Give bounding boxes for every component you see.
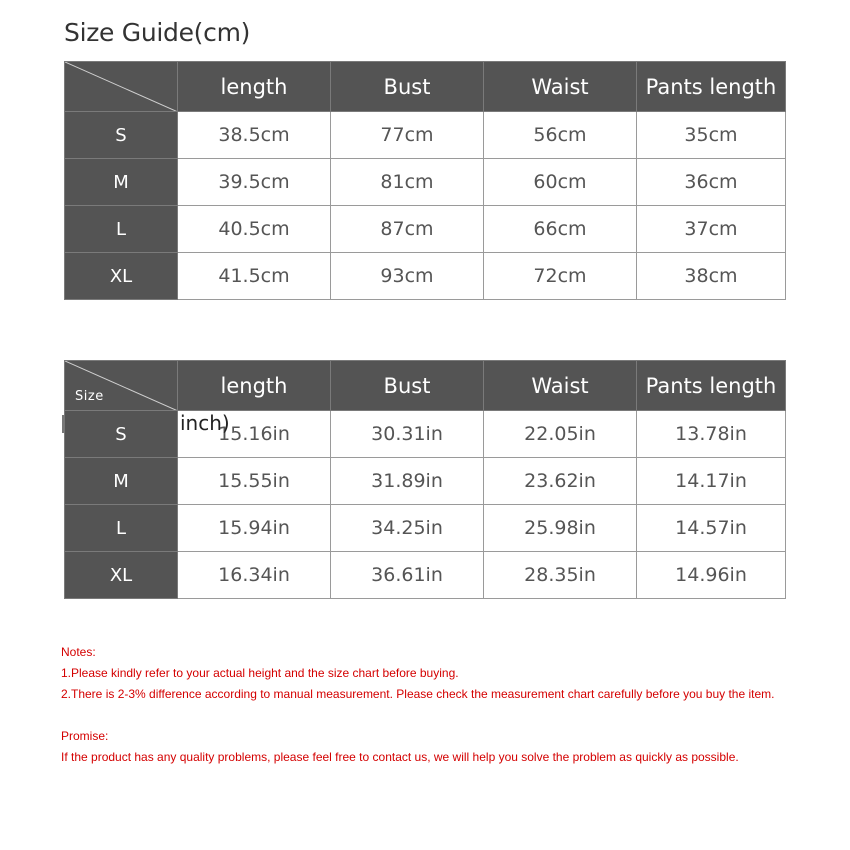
table-cell: 28.35in <box>484 552 637 599</box>
diagonal-line-icon <box>65 62 178 112</box>
notes-section <box>61 642 774 768</box>
column-header-bust: Bust <box>331 62 484 112</box>
size-label: L <box>65 505 178 552</box>
table-cell: 15.55in <box>178 458 331 505</box>
size-table-inch <box>64 360 786 599</box>
table-cell: 23.62in <box>484 458 637 505</box>
note-line-1: 1.Please kindly refer to your actual height and the size chart before buying. <box>61 666 459 680</box>
table-cell: 16.34in <box>178 552 331 599</box>
size-label: M <box>65 159 178 206</box>
promise-heading: Promise: <box>61 729 109 743</box>
corner-cell <box>65 62 178 112</box>
table-cell: 14.17in <box>637 458 786 505</box>
header-row <box>65 361 786 411</box>
table-cell: 31.89in <box>331 458 484 505</box>
note-line-2: 2.There is 2-3% difference according to manual measurement. Please check the measurement chart carefully before you buy the item. <box>61 687 775 701</box>
table-cell: 14.96in <box>637 552 786 599</box>
column-header-pants-length: Pants length <box>637 62 786 112</box>
notes-heading: Notes: <box>61 645 96 659</box>
size-label: M <box>65 458 178 505</box>
table-cell: 87cm <box>331 206 484 253</box>
table-row <box>65 253 786 300</box>
table-cell: 40.5cm <box>178 206 331 253</box>
table-cell: 38.5cm <box>178 112 331 159</box>
table-row <box>65 552 786 599</box>
corner-cell <box>65 361 178 411</box>
table-cell: 37cm <box>637 206 786 253</box>
table-cell: 13.78in <box>637 411 786 458</box>
column-header-waist: Waist <box>484 361 637 411</box>
column-header-length: length <box>178 361 331 411</box>
table-row <box>65 206 786 253</box>
size-label: S <box>65 411 178 458</box>
inch-overlay-text: inch) <box>180 411 230 435</box>
table-row <box>65 411 786 458</box>
table-cell: 15.94in <box>178 505 331 552</box>
table-cell: 36.61in <box>331 552 484 599</box>
column-header-waist: Waist <box>484 62 637 112</box>
table-row <box>65 159 786 206</box>
header-row <box>65 62 786 112</box>
table-row <box>65 458 786 505</box>
table-cell: 72cm <box>484 253 637 300</box>
table-row <box>65 112 786 159</box>
column-header-pants-length: Pants length <box>637 361 786 411</box>
table-cell: 41.5cm <box>178 253 331 300</box>
table-cell: 34.25in <box>331 505 484 552</box>
size-table-cm <box>64 61 786 300</box>
table-row <box>65 505 786 552</box>
promise-text: If the product has any quality problems, please feel free to contact us, we will help you solve the problem as quickly as possible. <box>61 750 739 764</box>
table-cell: 93cm <box>331 253 484 300</box>
table-cell: 35cm <box>637 112 786 159</box>
table-cell: 22.05in <box>484 411 637 458</box>
corner-size-label: Size <box>75 389 104 404</box>
table-cell: 25.98in <box>484 505 637 552</box>
table-cell: 77cm <box>331 112 484 159</box>
size-label: L <box>65 206 178 253</box>
table-cell: 60cm <box>484 159 637 206</box>
column-header-length: length <box>178 62 331 112</box>
table-cell: 56cm <box>484 112 637 159</box>
table-cell: 14.57in <box>637 505 786 552</box>
size-label: S <box>65 112 178 159</box>
table-cell: 39.5cm <box>178 159 331 206</box>
page-title: Size Guide(cm) <box>64 18 251 47</box>
table-cell: 30.31in <box>331 411 484 458</box>
table-cell: 38cm <box>637 253 786 300</box>
table-cell: 36cm <box>637 159 786 206</box>
overlay-artifact <box>62 415 65 433</box>
size-label: XL <box>65 253 178 300</box>
table-cell: 81cm <box>331 159 484 206</box>
size-label: XL <box>65 552 178 599</box>
table-cell: 15.16in <box>178 411 331 458</box>
column-header-bust: Bust <box>331 361 484 411</box>
table-cell: 66cm <box>484 206 637 253</box>
